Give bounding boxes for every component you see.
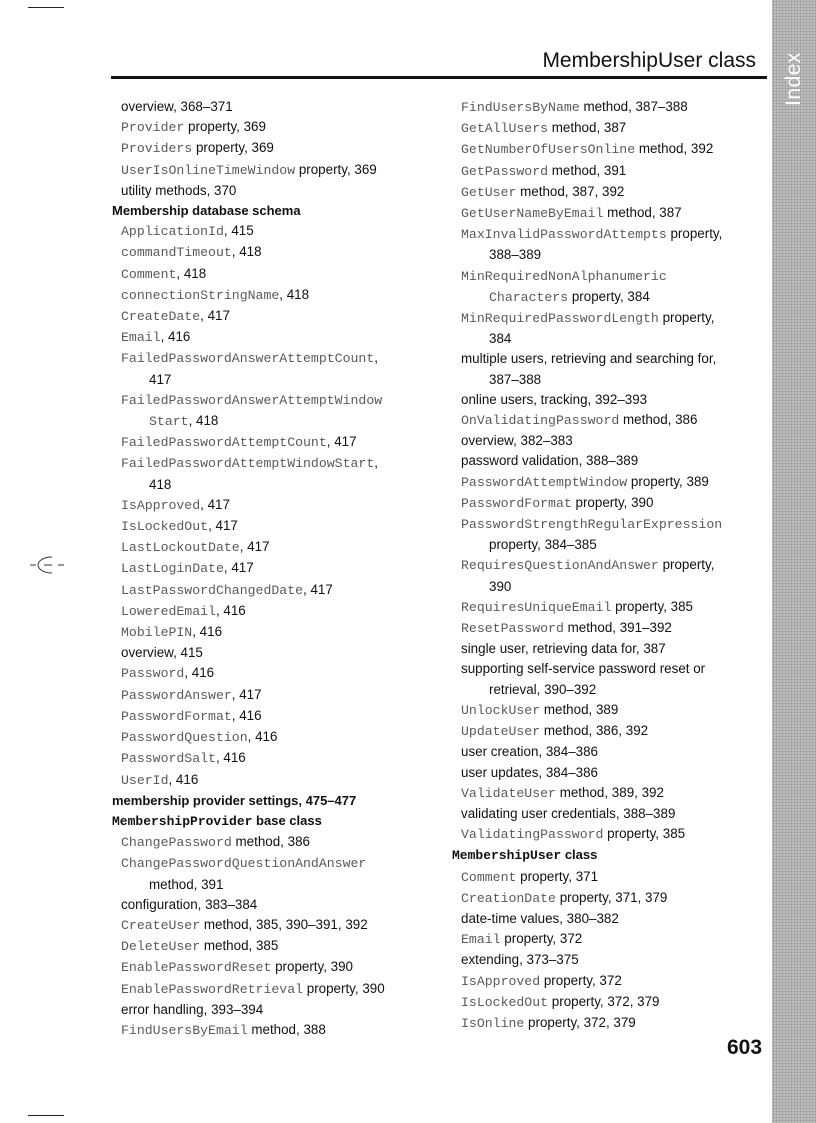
entry-text: single user, retrieving data for, 387	[461, 641, 666, 657]
index-entry	[112, 936, 442, 957]
entry-text: , 416	[215, 750, 246, 766]
index-entry	[112, 748, 442, 769]
entry-text: , 416	[231, 707, 262, 723]
index-entry	[452, 118, 782, 139]
entry-text: method, 385, 390–391, 392	[200, 916, 368, 932]
entry-text: method, 386	[231, 834, 310, 850]
code-term: IsApproved	[121, 497, 201, 513]
code-term: GetAllUsers	[461, 121, 549, 137]
index-entry	[112, 875, 442, 895]
index-entry	[112, 1000, 442, 1020]
index-entry	[112, 160, 442, 181]
index-entry	[452, 308, 782, 329]
entry-text: validating user credentials, 388–389	[461, 805, 676, 821]
entry-text: , 416	[215, 602, 246, 618]
entry-text: error handling, 393–394	[121, 1001, 264, 1017]
entry-text: method, 388	[247, 1021, 326, 1037]
index-entry	[452, 535, 782, 555]
entry-text: property, 372, 379	[524, 1014, 636, 1030]
index-heading	[112, 811, 442, 832]
code-term: UnlockUser	[461, 702, 541, 718]
index-entry	[452, 659, 782, 679]
entry-text: , 417	[200, 308, 230, 324]
index-entry	[452, 700, 782, 721]
code-term: MembershipProvider	[112, 813, 253, 829]
code-term: IsLockedOut	[461, 994, 549, 1010]
index-entry	[452, 1013, 782, 1034]
code-term: commandTimeout	[121, 245, 232, 261]
entry-text: , 417	[200, 496, 230, 512]
entry-text: method, 391	[548, 162, 627, 178]
index-column-left	[112, 97, 442, 1041]
code-term: Providers	[121, 141, 193, 157]
code-term: MinRequiredNonAlphanumeric	[461, 268, 667, 284]
code-term: FailedPasswordAttemptWindowStart	[121, 456, 375, 472]
entry-text: user creation, 384–386	[461, 744, 598, 760]
index-entry	[452, 639, 782, 659]
index-heading	[112, 201, 442, 221]
index-entry	[452, 742, 782, 762]
index-entry	[112, 285, 442, 306]
page-number: 603	[727, 1036, 763, 1059]
entry-text: overview, 368–371	[121, 99, 233, 114]
entry-text: method, 389, 392	[555, 784, 664, 800]
code-term: FailedPasswordAnswerAttemptCount	[121, 351, 375, 367]
entry-text: , 416	[168, 771, 199, 787]
code-term: MaxInvalidPasswordAttempts	[461, 227, 667, 243]
index-entry	[452, 597, 782, 618]
index-entry	[112, 264, 442, 285]
index-entry	[112, 622, 442, 643]
code-term: ValidatingPassword	[461, 827, 604, 843]
code-term: IsOnline	[461, 1015, 525, 1031]
code-term: DeleteUser	[121, 939, 201, 955]
index-entry	[112, 495, 442, 516]
entry-text: property, 371, 379	[555, 889, 668, 905]
code-term: CreateUser	[121, 917, 201, 933]
entry-text: method, 386, 392	[540, 723, 649, 739]
index-entry	[452, 161, 782, 182]
entry-text: 384	[489, 331, 512, 347]
index-entry	[112, 348, 442, 369]
index-entry	[112, 832, 442, 853]
entry-text: , 418	[231, 244, 262, 260]
registration-mark-icon	[30, 553, 66, 577]
index-entry	[452, 349, 782, 369]
entry-text: Membership database schema	[112, 203, 301, 219]
code-term: MinRequiredPasswordLength	[461, 311, 659, 327]
code-term: Email	[121, 330, 161, 346]
entry-text: property, 372, 379	[548, 993, 660, 1009]
index-entry	[452, 451, 782, 471]
entry-text: property, 371	[516, 868, 599, 884]
code-term: UpdateUser	[461, 724, 541, 740]
index-entry	[452, 950, 782, 970]
index-entry	[452, 97, 782, 118]
entry-text: method, 385	[200, 938, 279, 954]
code-term: GetUserNameByEmail	[461, 206, 604, 222]
index-tab-label: Index	[782, 52, 805, 106]
index-entry	[112, 853, 442, 874]
index-entry	[112, 181, 442, 201]
entry-text: , 417	[239, 539, 270, 555]
code-term: UserIsOnlineTimeWindow	[121, 162, 296, 178]
index-entry	[452, 992, 782, 1013]
entry-text: method, 386	[619, 412, 698, 428]
entry-text: 390	[489, 578, 512, 594]
code-term: EnablePasswordReset	[121, 960, 272, 976]
entry-text: , 417	[303, 581, 333, 597]
code-term: Start	[149, 414, 189, 430]
entry-text: user updates, 384–386	[461, 764, 598, 780]
entry-text: property, 372	[500, 931, 583, 947]
index-entry	[112, 706, 442, 727]
entry-text: method, 387, 392	[516, 183, 625, 199]
index-entry	[452, 929, 782, 950]
code-term: UserId	[121, 772, 169, 788]
code-term: ChangePasswordQuestionAndAnswer	[121, 856, 367, 872]
index-entry	[112, 1020, 442, 1041]
index-entry	[112, 306, 442, 327]
index-entry	[112, 770, 442, 791]
index-entry	[452, 721, 782, 742]
code-term: Password	[121, 666, 185, 682]
entry-text: method, 391–392	[563, 620, 672, 636]
entry-text: 417	[149, 371, 172, 387]
code-term: IsLockedOut	[121, 519, 209, 535]
index-entry	[452, 431, 782, 451]
index-entry	[112, 475, 442, 495]
code-term: connectionStringName	[121, 287, 280, 303]
entry-text: property, 390	[571, 494, 654, 510]
index-entry	[112, 957, 442, 978]
entry-text: utility methods, 370	[121, 182, 237, 198]
entry-text: property,	[658, 310, 715, 326]
code-term: PasswordStrengthRegularExpression	[461, 517, 723, 533]
index-entry	[452, 867, 782, 888]
code-term: FailedPasswordAttemptCount	[121, 435, 327, 451]
entry-text: , 418	[188, 413, 219, 429]
entry-text: method, 387	[548, 120, 627, 136]
code-term: LastPasswordChangedDate	[121, 582, 304, 598]
index-entry	[112, 537, 442, 558]
index-entry	[112, 370, 442, 390]
entry-text: method, 392	[635, 141, 714, 157]
code-term: GetPassword	[461, 163, 549, 179]
code-term: IsApproved	[461, 973, 541, 989]
code-term: PasswordAttemptWindow	[461, 474, 628, 490]
code-term: RequiresQuestionAndAnswer	[461, 558, 659, 574]
code-term: FindUsersByEmail	[121, 1022, 248, 1038]
index-entry	[452, 888, 782, 909]
code-term: LastLoginDate	[121, 561, 224, 577]
index-entry	[452, 203, 782, 224]
index-entry	[112, 643, 442, 663]
index-entry	[112, 138, 442, 159]
code-term: Email	[461, 932, 501, 948]
entry-text: property,	[658, 557, 715, 573]
index-entry	[452, 804, 782, 824]
index-entry	[452, 680, 782, 700]
index-entry	[452, 577, 782, 597]
entry-text: , 418	[279, 286, 310, 302]
index-entry	[452, 245, 782, 265]
index-entry	[452, 909, 782, 929]
index-entry	[452, 514, 782, 535]
entry-text: online users, tracking, 392–393	[461, 391, 648, 407]
crop-mark-bottom	[28, 1115, 64, 1116]
index-entry	[452, 971, 782, 992]
index-entry	[452, 329, 782, 349]
index-entry	[452, 493, 782, 514]
index-entry	[112, 453, 442, 474]
code-term: FailedPasswordAnswerAttemptWindow	[121, 392, 383, 408]
code-term: EnablePasswordRetrieval	[121, 981, 304, 997]
index-entry	[452, 224, 782, 245]
index-entry	[112, 895, 442, 915]
entry-text: method, 389	[540, 701, 619, 717]
entry-text: base class	[252, 812, 322, 828]
index-heading	[452, 845, 782, 866]
entry-text: , 416	[192, 624, 223, 640]
index-entry	[112, 411, 442, 432]
index-entry	[112, 727, 442, 748]
index-entry	[452, 618, 782, 639]
code-term: ValidateUser	[461, 785, 556, 801]
code-term: Characters	[489, 289, 569, 305]
entry-text: , 418	[176, 265, 207, 281]
index-entry	[112, 221, 442, 242]
code-term: CreateDate	[121, 309, 201, 325]
entry-text: class	[561, 847, 598, 863]
index-entry	[452, 555, 782, 576]
index-entry	[452, 287, 782, 308]
index-heading	[112, 791, 442, 811]
entry-text: property, 385	[611, 598, 694, 614]
entry-text: date-time values, 380–382	[461, 910, 619, 926]
entry-text: , 416	[184, 665, 215, 681]
code-term: ResetPassword	[461, 621, 564, 637]
entry-text: property, 390	[271, 959, 354, 975]
entry-text: membership provider settings, 475–477	[112, 792, 357, 808]
entry-text: , 415	[223, 223, 254, 239]
code-term: OnValidatingPassword	[461, 413, 620, 429]
index-column-right	[452, 97, 782, 1034]
index-entry	[452, 139, 782, 160]
entry-text: ,	[374, 455, 378, 471]
header-rule	[111, 76, 767, 79]
entry-text: password validation, 388–389	[461, 453, 639, 469]
entry-text: extending, 373–375	[461, 952, 579, 968]
index-entry	[112, 432, 442, 453]
code-term: LastLockoutDate	[121, 540, 240, 556]
index-entry	[112, 915, 442, 936]
code-term: PasswordFormat	[121, 708, 232, 724]
entry-text: method, 387	[603, 205, 682, 221]
entry-text: , 416	[160, 329, 191, 345]
index-entry	[452, 783, 782, 804]
code-term: Provider	[121, 120, 185, 136]
code-term: MobilePIN	[121, 625, 193, 641]
entry-text: property, 369	[184, 119, 266, 135]
entry-text: method, 387–388	[579, 99, 688, 114]
index-entry	[452, 824, 782, 845]
running-header-title: MembershipUser class	[542, 49, 756, 72]
index-entry	[112, 327, 442, 348]
entry-text: overview, 382–383	[461, 433, 573, 449]
index-entry	[452, 472, 782, 493]
index-entry	[112, 516, 442, 537]
index-entry	[112, 601, 442, 622]
index-entry	[112, 117, 442, 138]
entry-text: property, 372	[540, 972, 622, 988]
entry-text: , 417	[223, 560, 254, 576]
index-entry	[452, 763, 782, 783]
index-entry	[452, 182, 782, 203]
code-term: GetNumberOfUsersOnline	[461, 142, 636, 158]
code-term: GetUser	[461, 184, 517, 200]
index-entry	[112, 97, 442, 117]
entry-text: property, 384	[568, 288, 650, 304]
entry-text: , 417	[231, 686, 262, 702]
code-term: FindUsersByName	[461, 100, 580, 115]
entry-text: property,	[666, 226, 723, 242]
code-term: PasswordFormat	[461, 495, 572, 511]
entry-text: property, 390	[303, 980, 385, 996]
entry-text: ,	[374, 350, 378, 366]
code-term: ChangePassword	[121, 835, 232, 851]
entry-text: , 416	[247, 729, 278, 745]
entry-text: property, 389	[627, 473, 709, 489]
index-entry	[112, 580, 442, 601]
code-term: RequiresUniqueEmail	[461, 599, 612, 615]
entry-text: supporting self-service password reset or	[461, 661, 706, 677]
index-entry	[112, 979, 442, 1000]
index-entry	[112, 390, 442, 411]
entry-text: 387–388	[489, 371, 542, 387]
entry-text: property, 384–385	[489, 537, 597, 553]
code-term: Comment	[121, 266, 177, 282]
index-entry	[452, 410, 782, 431]
crop-mark-top	[28, 7, 64, 8]
entry-text: , 417	[208, 518, 238, 534]
index-entry	[452, 266, 782, 287]
entry-text: retrieval, 390–392	[489, 681, 597, 697]
code-term: Comment	[461, 869, 517, 885]
index-entry	[452, 390, 782, 410]
index-entry	[112, 558, 442, 579]
code-term: ApplicationId	[121, 224, 224, 240]
entry-text: configuration, 383–384	[121, 896, 258, 912]
entry-text: 388–389	[489, 247, 542, 263]
entry-text: property, 369	[295, 161, 377, 177]
code-term: LoweredEmail	[121, 603, 216, 619]
code-term: PasswordQuestion	[121, 730, 248, 746]
entry-text: multiple users, retrieving and searching for,	[461, 351, 717, 367]
code-term: CreationDate	[461, 890, 556, 906]
code-term: MembershipUser	[452, 848, 562, 864]
code-term: PasswordAnswer	[121, 687, 232, 703]
index-entry	[112, 242, 442, 263]
code-term: PasswordSalt	[121, 751, 216, 767]
entry-text: overview, 415	[121, 645, 203, 661]
index-entry	[452, 370, 782, 390]
entry-text: , 417	[326, 434, 357, 450]
entry-text: 418	[149, 476, 172, 492]
entry-text: property, 385	[603, 826, 686, 842]
entry-text: method, 391	[149, 876, 224, 892]
entry-text: property, 369	[192, 140, 274, 156]
index-entry	[112, 663, 442, 684]
index-entry	[112, 685, 442, 706]
